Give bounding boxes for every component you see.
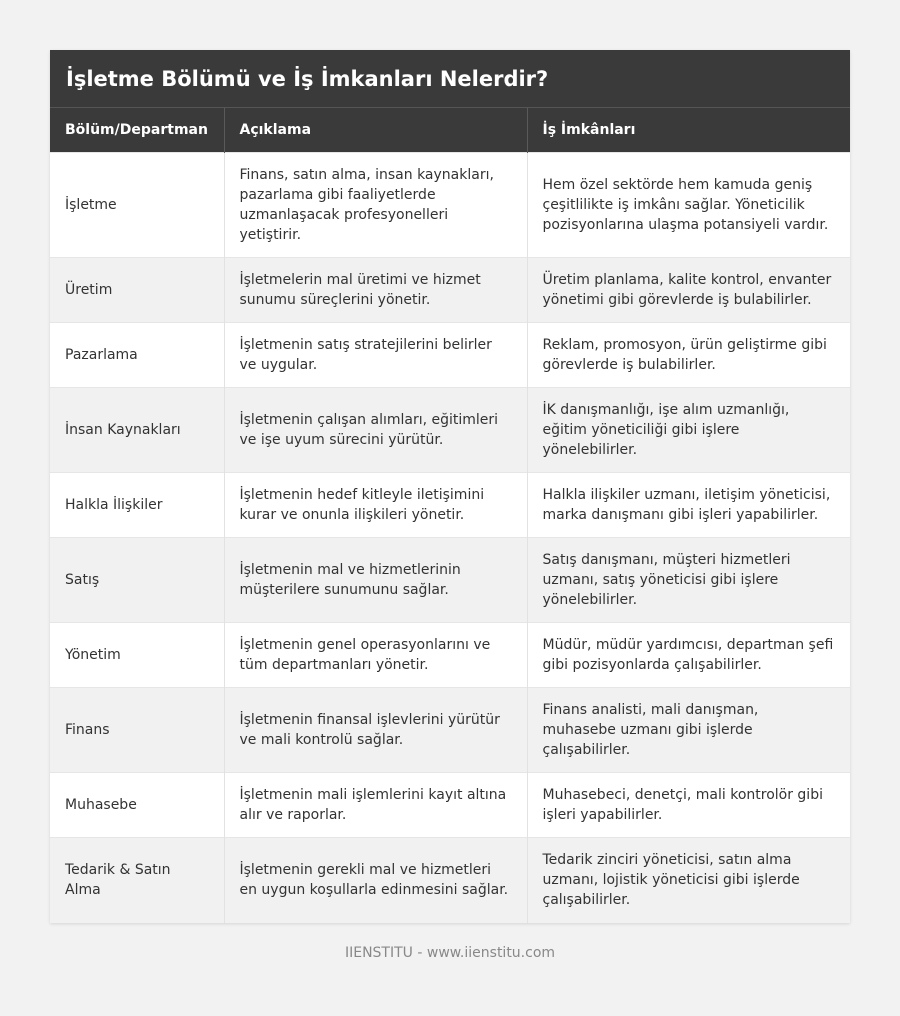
table-row <box>50 773 850 838</box>
table-row <box>50 838 850 923</box>
description-cell: İşletmenin hedef kitleyle iletişimini kurar ve onunla ilişkileri yönetir. <box>224 473 527 538</box>
opportunities-cell: Finans analisti, mali danışman, muhasebe uzmanı gibi işlerde çalışabilirler. <box>527 688 850 773</box>
department-cell: Finans <box>50 688 224 773</box>
opportunities-cell: Muhasebeci, denetçi, mali kontrolör gibi işleri yapabilirler. <box>527 773 850 838</box>
department-cell: Üretim <box>50 258 224 323</box>
department-cell: İnsan Kaynakları <box>50 388 224 473</box>
opportunities-cell: İK danışmanlığı, işe alım uzmanlığı, eğitim yöneticiliği gibi işlere yönelebilirler. <box>527 388 850 473</box>
opportunities-cell: Satış danışmanı, müşteri hizmetleri uzmanı, satış yöneticisi gibi işlere yönelebilirler. <box>527 538 850 623</box>
opportunities-cell: Müdür, müdür yardımcısı, departman şefi gibi pozisyonlarda çalışabilirler. <box>527 623 850 688</box>
table-row <box>50 538 850 623</box>
department-cell: Pazarlama <box>50 323 224 388</box>
table-row <box>50 688 850 773</box>
opportunities-cell: Tedarik zinciri yöneticisi, satın alma uzmanı, lojistik yöneticisi gibi işlerde çalışabilirler. <box>527 838 850 923</box>
department-cell: Tedarik & Satın Alma <box>50 838 224 923</box>
table-row <box>50 258 850 323</box>
department-cell: Satış <box>50 538 224 623</box>
column-header-opportunities: İş İmkânları <box>527 108 850 153</box>
department-cell: Muhasebe <box>50 773 224 838</box>
description-cell: İşletmenin mal ve hizmetlerinin müşterilere sunumunu sağlar. <box>224 538 527 623</box>
table-row <box>50 623 850 688</box>
table-card <box>50 50 850 923</box>
table-row <box>50 323 850 388</box>
department-cell: İşletme <box>50 153 224 258</box>
department-cell: Halkla İlişkiler <box>50 473 224 538</box>
department-cell: Yönetim <box>50 623 224 688</box>
table-row <box>50 153 850 258</box>
opportunities-cell: Reklam, promosyon, ürün geliştirme gibi görevlerde iş bulabilirler. <box>527 323 850 388</box>
footer-credit: IIENSTITU - www.iienstitu.com <box>344 945 556 961</box>
description-cell: İşletmenin finansal işlevlerini yürütür ve mali kontrolü sağlar. <box>224 688 527 773</box>
description-cell: İşletmenin satış stratejilerini belirler ve uygular. <box>224 323 527 388</box>
departments-table <box>50 108 850 923</box>
description-cell: İşletmenin gerekli mal ve hizmetleri en uygun koşullarla edinmesini sağlar. <box>224 838 527 923</box>
column-header-description: Açıklama <box>224 108 527 153</box>
description-cell: İşletmenin mali işlemlerini kayıt altına alır ve raporlar. <box>224 773 527 838</box>
header-row <box>50 108 850 153</box>
table-row <box>50 473 850 538</box>
opportunities-cell: Halkla ilişkiler uzmanı, iletişim yöneticisi, marka danışmanı gibi işleri yapabilirler. <box>527 473 850 538</box>
description-cell: Finans, satın alma, insan kaynakları, pazarlama gibi faaliyetlerde uzmanlaşacak profesyonelleri yetiştirir. <box>224 153 527 258</box>
table-title: İşletme Bölümü ve İş İmkanları Nelerdir? <box>50 50 850 108</box>
table-row <box>50 388 850 473</box>
description-cell: İşletmelerin mal üretimi ve hizmet sunumu süreçlerini yönetir. <box>224 258 527 323</box>
opportunities-cell: Üretim planlama, kalite kontrol, envanter yönetimi gibi görevlerde iş bulabilirler. <box>527 258 850 323</box>
description-cell: İşletmenin çalışan alımları, eğitimleri ve işe uyum sürecini yürütür. <box>224 388 527 473</box>
opportunities-cell: Hem özel sektörde hem kamuda geniş çeşitlilikte iş imkânı sağlar. Yöneticilik pozisyonlarına ulaşma potansiyeli vardır. <box>527 153 850 258</box>
description-cell: İşletmenin genel operasyonlarını ve tüm departmanları yönetir. <box>224 623 527 688</box>
column-header-department: Bölüm/Departman <box>50 108 224 153</box>
